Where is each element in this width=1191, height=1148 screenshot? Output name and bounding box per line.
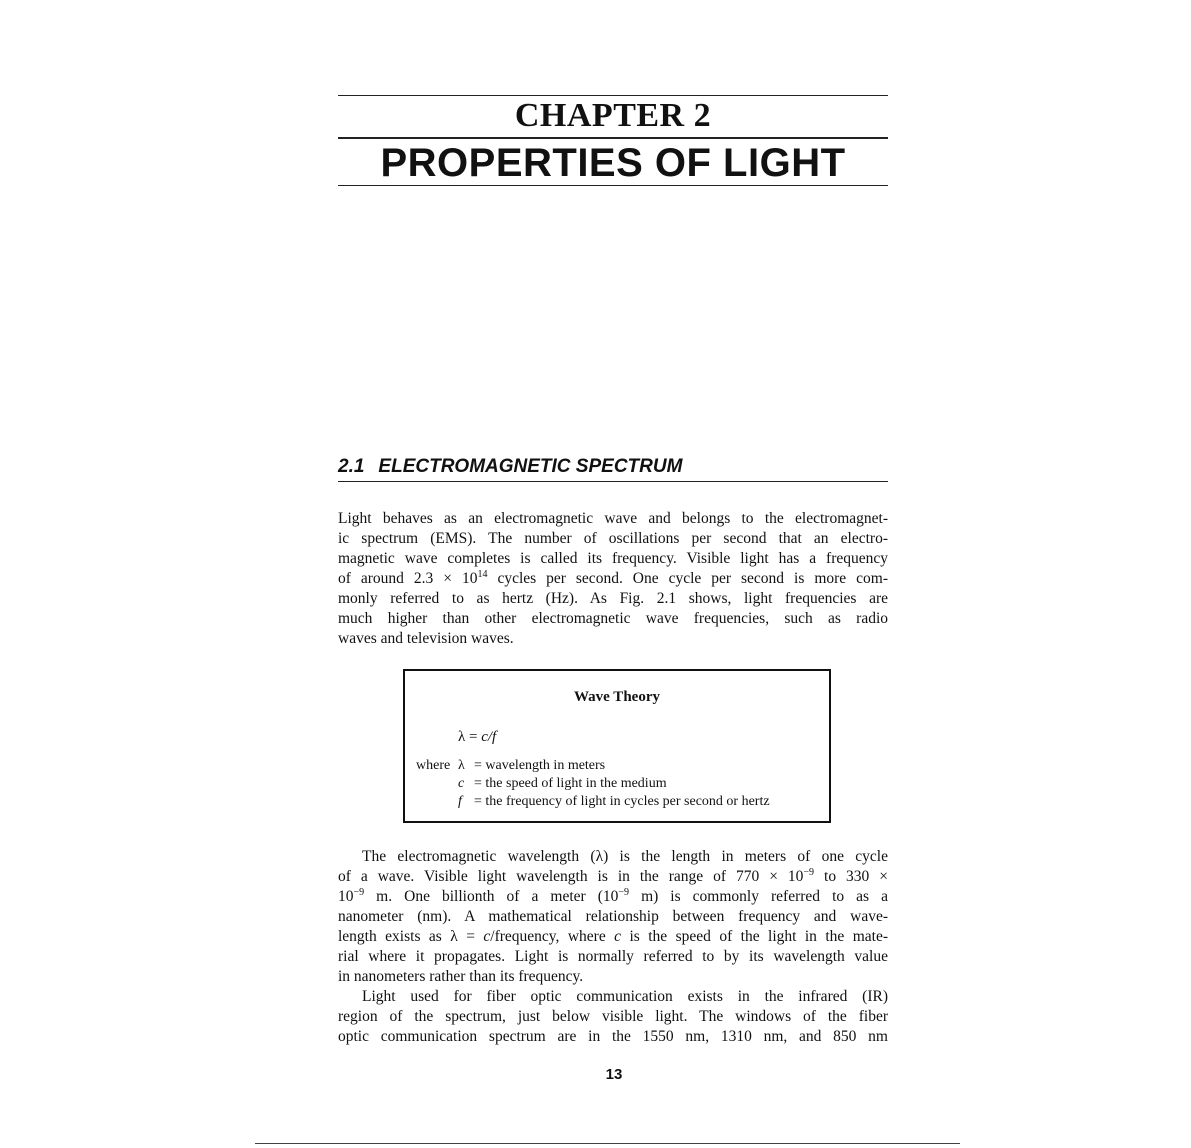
text-line: ic spectrum (EMS). The number of oscillations per second that an electro-	[338, 530, 888, 547]
text-segment: of around 2.3 × 10	[338, 570, 478, 587]
text-line: Light behaves as an electromagnetic wave and belongs to the electromagnet-	[338, 510, 888, 527]
text-segment: c	[483, 928, 491, 945]
text-line: in nanometers rather than its frequency.	[338, 968, 584, 985]
text-segment: length exists as λ =	[338, 928, 484, 945]
paragraph-wavelength	[338, 847, 888, 987]
definition-text: = wavelength in meters	[474, 758, 606, 773]
wave-theory-title: Wave Theory	[574, 689, 660, 705]
text-line: magnetic wave completes is called its frequency. Visible light has a frequency	[338, 550, 888, 567]
text-line: rial where it propagates. Light is normally referred to by its wavelength value	[338, 948, 888, 965]
definition-indent	[416, 775, 458, 793]
text-segment: of a wave. Visible light wavelength is in the range of 770 × 10	[338, 868, 804, 885]
page-bottom-rule	[255, 1143, 960, 1144]
definition-symbol: f	[458, 794, 462, 809]
text-line: optic communication spectrum are in the 1550 nm, 1310 nm, and 850 nm	[338, 1028, 888, 1045]
equation-lhs: λ =	[458, 729, 482, 745]
chapter-middle-rule	[338, 137, 888, 139]
definition-row	[416, 793, 770, 811]
chapter-title: PROPERTIES OF LIGHT	[380, 141, 846, 185]
text-segment: /frequency, where	[490, 928, 615, 945]
definition-symbol: λ	[458, 758, 465, 773]
section-heading	[338, 455, 682, 479]
text-line: region of the spectrum, just below visible light. The windows of the fiber	[338, 1008, 888, 1025]
definition-symbol: c	[458, 776, 465, 791]
text-line: Light used for fiber optic communication exists in the infrared (IR)	[362, 988, 888, 1005]
definition-text: = the speed of light in the medium	[474, 776, 667, 791]
text-line: monly referred to as hertz (Hz). As Fig. 2.1 shows, light frequencies are	[338, 590, 888, 607]
definition-row	[416, 757, 770, 775]
definition-text: = the frequency of light in cycles per second or hertz	[474, 794, 770, 809]
wave-definitions	[416, 757, 770, 811]
text-segment: m) is commonly referred to as a	[629, 888, 888, 905]
text-line: The electromagnetic wavelength (λ) is the length in meters of one cycle	[362, 848, 888, 865]
exponent: −9	[803, 867, 815, 878]
text-line	[338, 569, 888, 589]
text-segment: is the speed of the light in the mate-	[621, 928, 889, 945]
exponent: −9	[618, 887, 630, 898]
where-label: where	[416, 758, 451, 773]
exponent: −9	[353, 887, 365, 898]
chapter-label: CHAPTER 2	[514, 97, 712, 134]
section-rule	[338, 481, 888, 482]
wave-equation	[458, 729, 496, 746]
exponent: 14	[477, 569, 488, 580]
equation-rhs: c/f	[481, 729, 497, 745]
text-line	[338, 927, 888, 947]
page-number: 13	[605, 1066, 623, 1083]
wave-theory-box	[403, 669, 831, 823]
section-title: ELECTROMAGNETIC SPECTRUM	[378, 456, 683, 477]
text-line: nanometer (nm). A mathematical relationship between frequency and wave-	[338, 908, 888, 925]
definition-indent	[416, 793, 458, 811]
text-segment: m. One billionth of a meter (10	[364, 888, 619, 905]
text-line	[338, 887, 888, 907]
paragraph-fiber-optic	[338, 987, 888, 1047]
text-segment: to 330 ×	[814, 868, 888, 885]
definition-row	[416, 775, 770, 793]
section-number: 2.1	[338, 456, 365, 477]
text-line	[338, 867, 888, 887]
text-line: waves and television waves.	[338, 630, 514, 647]
text-segment: cycles per second. One cycle per second is more com-	[487, 570, 888, 587]
text-segment: 10	[338, 888, 354, 905]
text-line: much higher than other electromagnetic wave frequencies, such as radio	[338, 610, 888, 627]
chapter-bottom-rule	[338, 185, 888, 186]
paragraph-intro	[338, 509, 888, 649]
text-segment: c	[614, 928, 622, 945]
